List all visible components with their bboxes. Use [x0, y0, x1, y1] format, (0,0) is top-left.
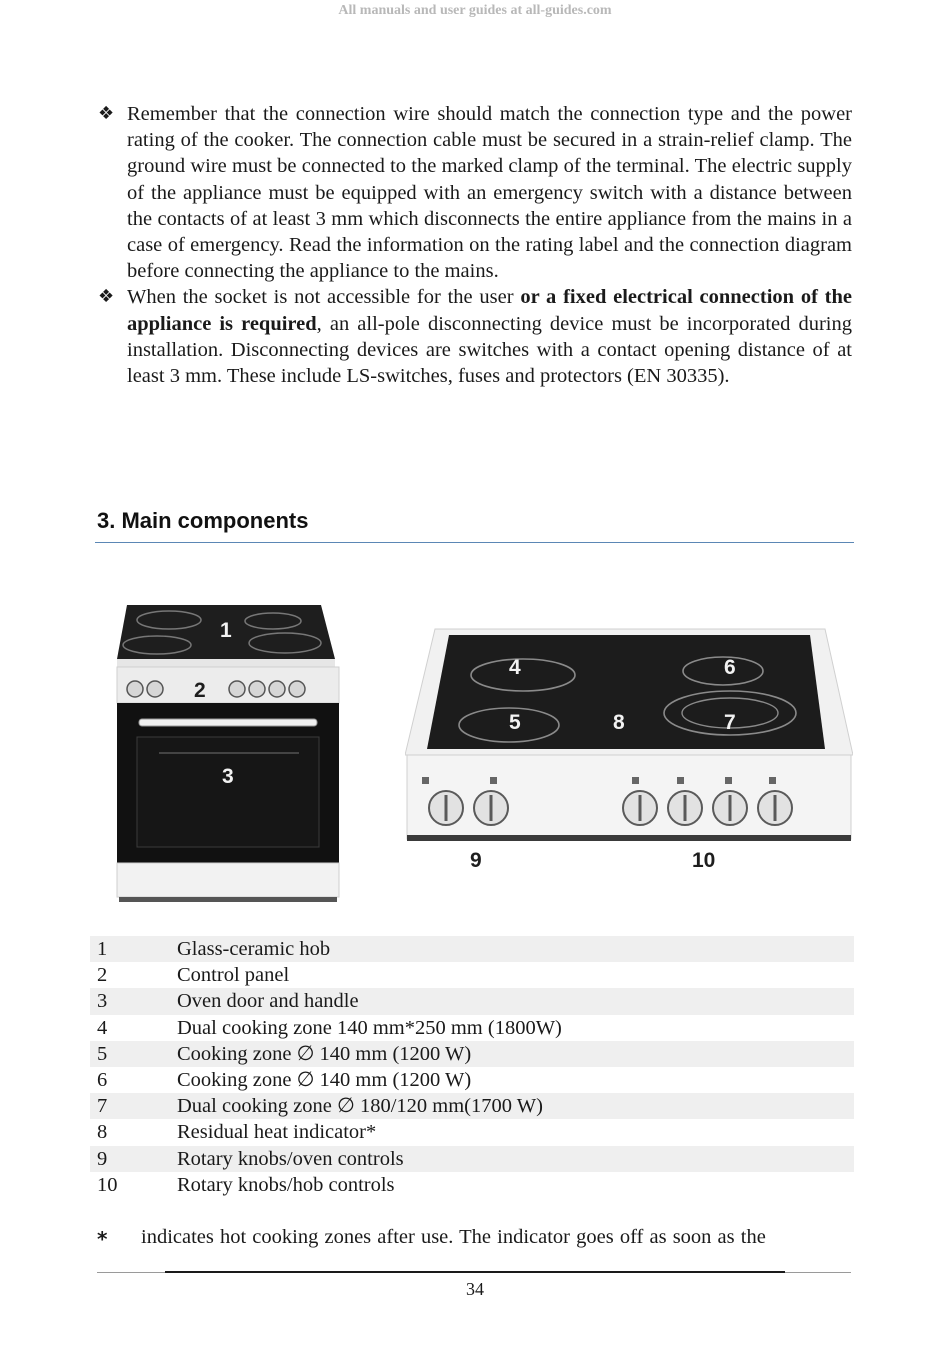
component-label: Rotary knobs/hob controls [177, 1173, 395, 1196]
callout-5: 5 [509, 711, 521, 734]
knob [147, 681, 163, 697]
table-row [90, 1015, 854, 1041]
oven-door-handle [139, 719, 317, 726]
callout-6: 6 [724, 656, 736, 679]
callout-8: 8 [613, 711, 625, 734]
callout-9: 9 [470, 849, 482, 872]
table-row [90, 1067, 854, 1093]
table-row [90, 1172, 854, 1198]
component-number: 1 [97, 938, 108, 960]
table-row [90, 936, 854, 962]
components-table [90, 936, 854, 1198]
component-number: 6 [97, 1068, 108, 1091]
table-row [90, 1119, 854, 1145]
table-row [90, 962, 854, 988]
bullet-text: Remember that the connection wire should match the connection type and the power rating of the cooker. The connection cable must be secured in a strain-relief clamp. The ground wire must be connected to the marked clamp of the terminal. The electric supply of the appliance must be equipped with an emergency switch with a distance between the contacts of at least 3 mm which disconnects the entire appliance from the mains in a case of emergency. Read the information on the rating label and the connection diagram before connecting the appliance to the mains. [127, 103, 852, 283]
component-number: 4 [97, 1016, 108, 1039]
bullet-item [98, 284, 852, 389]
knob [249, 681, 265, 697]
component-number: 2 [97, 964, 108, 987]
bullet-bold-text: or a fixed electrical connection of the appliance is required [127, 286, 852, 335]
safety-bullet-list [98, 101, 852, 389]
component-number: 5 [97, 1042, 108, 1065]
callout-2: 2 [194, 679, 206, 702]
page-number: 34 [466, 1279, 484, 1299]
callout-1: 1 [220, 619, 232, 642]
footer-divider-accent [165, 1271, 785, 1273]
knob [269, 681, 285, 697]
component-label: Oven door and handle [177, 990, 359, 1013]
callout-3: 3 [222, 765, 234, 788]
bullet-diamond-icon: ❖ [98, 103, 115, 124]
table-row [90, 1146, 854, 1172]
section-heading: 3. Main components [97, 508, 309, 533]
knob [229, 681, 245, 697]
table-row [90, 988, 854, 1014]
table-row [90, 1093, 854, 1119]
component-number: 3 [97, 990, 108, 1013]
callout-7: 7 [724, 711, 736, 734]
component-label: Dual cooking zone ∅ 180/120 mm(1700 W) [177, 1095, 543, 1118]
heading-divider [95, 542, 854, 543]
bullet-text: When the socket is not accessible for the user [127, 286, 521, 309]
cooker-front-illustration [113, 603, 343, 905]
component-label: Control panel [177, 964, 290, 987]
callout-10: 10 [692, 849, 716, 872]
component-label: Glass-ceramic hob [177, 938, 331, 960]
bullet-item [98, 101, 852, 284]
component-number: 7 [97, 1095, 108, 1118]
component-label: Cooking zone ∅ 140 mm (1200 W) [177, 1042, 472, 1065]
bullet-text-continued: , an all-pole disconnecting device must be incorporated during installation. Disconnecting devices are switches with a contact opening distance of at least 3 mm. These include LS-switches, fuses and protectors (EN 30335). [127, 312, 852, 388]
hob-closeup-illustration [405, 627, 853, 847]
storage-drawer [117, 863, 339, 897]
table-row [90, 1041, 854, 1067]
component-number: 8 [97, 1121, 108, 1144]
component-label: Residual heat indicator* [177, 1121, 377, 1144]
component-number: 9 [97, 1147, 108, 1170]
footnote-text: indicates hot cooking zones after use. The indicator goes off as soon as the [141, 1226, 766, 1248]
knob [289, 681, 305, 697]
component-label: Dual cooking zone 140 mm*250 mm (1800W) [177, 1016, 562, 1039]
component-label: Rotary knobs/oven controls [177, 1147, 404, 1170]
bullet-diamond-icon: ❖ [98, 286, 115, 308]
callout-4: 4 [509, 656, 521, 679]
component-number: 10 [97, 1173, 118, 1196]
knob [127, 681, 143, 697]
component-label: Cooking zone ∅ 140 mm (1200 W) [177, 1068, 472, 1091]
asterisk-icon: * [97, 1227, 108, 1251]
watermark: All manuals and user guides at all-guides.com [338, 3, 612, 18]
